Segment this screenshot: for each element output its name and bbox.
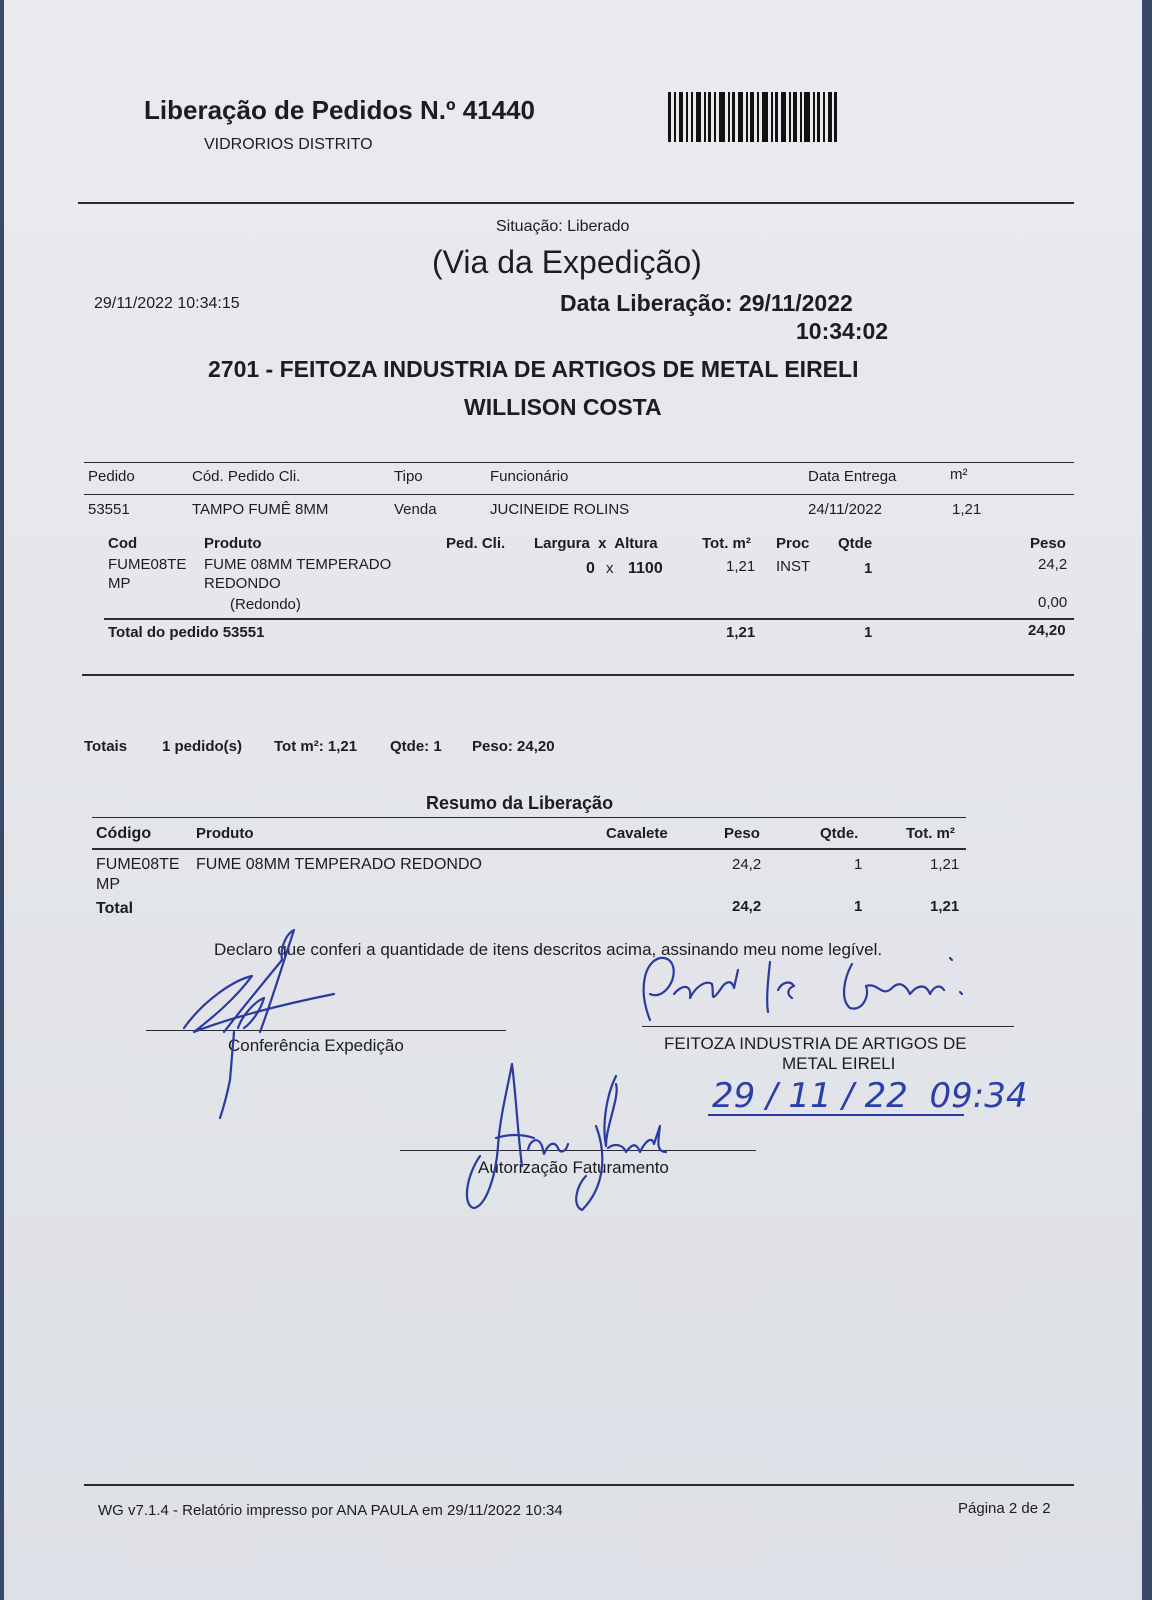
item-header-tot-m2: Tot. m² bbox=[702, 535, 751, 552]
item-produto-line2: REDONDO bbox=[204, 575, 281, 592]
pedido-total-qtde: 1 bbox=[864, 624, 873, 641]
divider bbox=[104, 618, 1074, 620]
tipo: Venda bbox=[394, 501, 437, 518]
resumo-codigo-line1: FUME08TE bbox=[96, 856, 180, 873]
item-header-produto: Produto bbox=[204, 535, 262, 552]
item-produto-line1: FUME 08MM TEMPERADO bbox=[204, 556, 392, 573]
funcionario: JUCINEIDE ROLINS bbox=[490, 501, 630, 518]
item-header-cod: Cod bbox=[108, 535, 138, 552]
item-qtde: 1 bbox=[864, 560, 873, 577]
signature-conferencia bbox=[164, 920, 344, 1120]
totais-label: Totais bbox=[84, 738, 128, 755]
handwritten-date-underline bbox=[708, 1114, 964, 1116]
col-header-cod-pedido-cli: Cód. Pedido Cli. bbox=[192, 468, 301, 485]
item-header-ped-cli: Ped. Cli. bbox=[446, 535, 506, 552]
signature-label-cliente-line1: FEITOZA INDUSTRIA DE ARTIGOS DE bbox=[664, 1034, 967, 1053]
item-tot-m2: 1,21 bbox=[726, 558, 756, 575]
resumo-produto: FUME 08MM TEMPERADO REDONDO bbox=[196, 856, 482, 873]
divider bbox=[78, 202, 1074, 204]
divider bbox=[84, 1484, 1074, 1486]
declaration-text: Declaro que conferi a quantidade de itens descritos acima, assinando meu nome legível. bbox=[214, 940, 883, 959]
item-peso: 24,2 bbox=[1038, 556, 1068, 573]
resumo-peso: 24,2 bbox=[732, 856, 762, 873]
resumo-header-cavalete: Cavalete bbox=[606, 825, 668, 842]
item-header-proc: Proc bbox=[776, 535, 810, 552]
resumo-title: Resumo da Liberação bbox=[426, 793, 614, 813]
item-cod-line1: FUME08TE bbox=[108, 556, 187, 573]
company-name: VIDRORIOS DISTRITO bbox=[204, 136, 373, 153]
col-header-m2: m² bbox=[950, 466, 968, 483]
pedido-total-peso: 24,20 bbox=[1028, 622, 1066, 639]
divider bbox=[84, 494, 1074, 495]
document-title: Liberação de Pedidos N.º 41440 bbox=[144, 95, 535, 125]
resumo-codigo-line2: MP bbox=[96, 876, 120, 893]
col-header-data-entrega: Data Entrega bbox=[808, 468, 897, 485]
handwritten-date: 29 / 11 / 22 09:34 bbox=[712, 1076, 1028, 1116]
m2-value: 1,21 bbox=[952, 501, 982, 518]
col-header-funcionario: Funcionário bbox=[490, 468, 569, 485]
resumo-header-codigo: Código bbox=[96, 825, 152, 842]
footer-page-number: Página 2 de 2 bbox=[958, 1500, 1051, 1517]
contact-name: WILLISON COSTA bbox=[464, 394, 662, 420]
resumo-tot-m2: 1,21 bbox=[930, 856, 960, 873]
client-name: 2701 - FEITOZA INDUSTRIA DE ARTIGOS DE METAL EIRELI bbox=[208, 356, 859, 382]
item-proc: INST bbox=[776, 558, 811, 575]
divider bbox=[92, 817, 966, 818]
divider bbox=[92, 848, 966, 850]
resumo-header-tot-m2: Tot. m² bbox=[906, 825, 955, 842]
totais-peso: Peso: 24,20 bbox=[472, 738, 555, 755]
pedido-total-m2: 1,21 bbox=[726, 624, 756, 641]
pedido-number: 53551 bbox=[88, 501, 130, 518]
signature-label-autorizacao: Autorização Faturamento bbox=[478, 1158, 669, 1177]
resumo-total-peso: 24,2 bbox=[732, 898, 762, 915]
item-x: x bbox=[606, 560, 614, 577]
divider bbox=[84, 462, 1074, 463]
totais-m2: Tot m²: 1,21 bbox=[274, 738, 358, 755]
resumo-header-peso: Peso bbox=[724, 825, 760, 842]
release-time: 10:34:02 bbox=[796, 318, 889, 344]
item-altura: 1100 bbox=[628, 560, 663, 577]
totais-qtde: Qtde: 1 bbox=[390, 738, 442, 755]
cod-pedido-cli: TAMPO FUMÊ 8MM bbox=[192, 501, 329, 518]
release-date: Data Liberação: 29/11/2022 bbox=[560, 290, 853, 316]
signature-label-cliente-line2: METAL EIRELI bbox=[782, 1054, 896, 1073]
item-header-peso: Peso bbox=[1030, 535, 1066, 552]
footer-print-info: WG v7.1.4 - Relatório impresso por ANA PAULA em 29/11/2022 10:34 bbox=[98, 1502, 563, 1519]
pedido-total-label: Total do pedido 53551 bbox=[108, 624, 265, 641]
item-header-qtde: Qtde bbox=[838, 535, 873, 552]
barcode bbox=[668, 92, 838, 142]
data-entrega: 24/11/2022 bbox=[808, 501, 882, 518]
status-text: Situação: Liberado bbox=[496, 218, 630, 235]
item-produto-note: (Redondo) bbox=[230, 596, 301, 613]
resumo-total-qtde: 1 bbox=[854, 898, 863, 915]
totais-pedidos: 1 pedido(s) bbox=[162, 738, 243, 755]
signature-autorizacao bbox=[456, 1056, 696, 1216]
item-cod-line2: MP bbox=[108, 575, 131, 592]
signature-cliente bbox=[630, 950, 990, 1030]
via-label: (Via da Expedição) bbox=[432, 244, 702, 280]
resumo-header-produto: Produto bbox=[196, 825, 254, 842]
signature-label-conferencia: Conferência Expedição bbox=[228, 1036, 404, 1055]
item-peso-extra: 0,00 bbox=[1038, 594, 1068, 611]
divider bbox=[82, 674, 1074, 676]
resumo-qtde: 1 bbox=[854, 856, 863, 873]
col-header-pedido: Pedido bbox=[88, 468, 135, 485]
item-header-largura-altura: Largura x Altura bbox=[534, 535, 658, 552]
printed-timestamp: 29/11/2022 10:34:15 bbox=[94, 295, 240, 312]
document-page bbox=[4, 0, 1142, 1600]
resumo-total-m2: 1,21 bbox=[930, 898, 960, 915]
resumo-header-qtde: Qtde. bbox=[820, 825, 859, 842]
item-largura: 0 bbox=[586, 560, 595, 577]
resumo-total-label: Total bbox=[96, 900, 134, 917]
col-header-tipo: Tipo bbox=[394, 468, 423, 485]
